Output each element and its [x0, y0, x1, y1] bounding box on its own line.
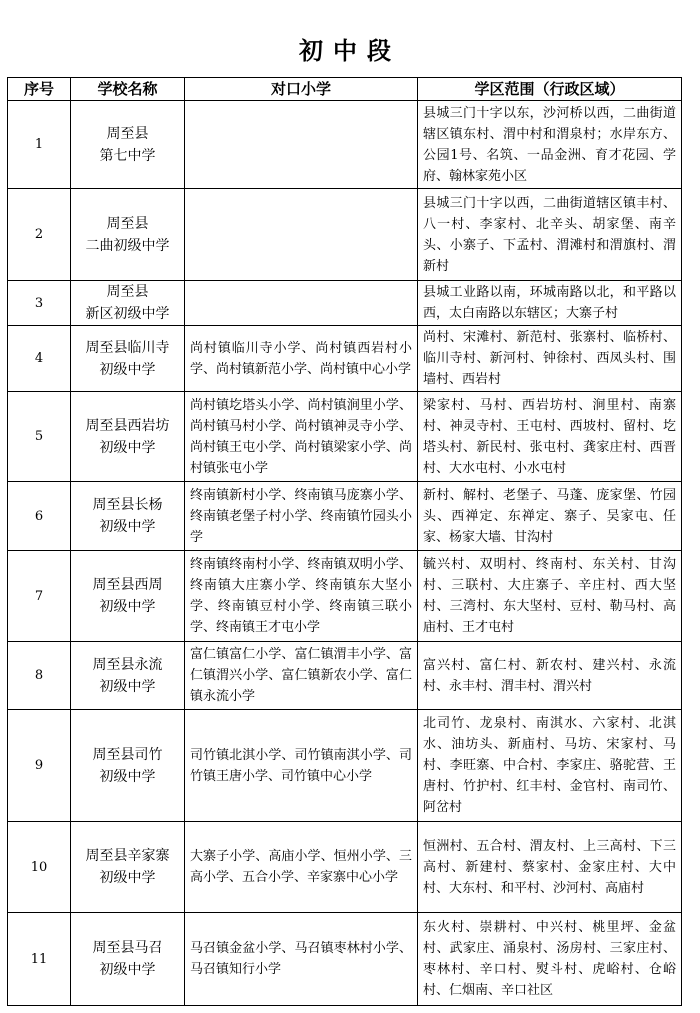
district-range: 尚村、宋滩村、新范村、张寨村、临桥村、临川寺村、新河村、钟徐村、西凤头村、围墙村、西岩村 — [418, 326, 682, 392]
school-name-line: 周至县长杨 — [92, 497, 163, 513]
district-range: 县城三门十字以西，二曲街道辖区镇丰村、八一村、李家村、北辛头、胡家堡、南辛头、小寨子、下孟村、渭滩村和渭旗村、渭新村 — [418, 189, 682, 281]
row-number: 11 — [8, 913, 71, 1006]
header-school-name: 学校名称 — [71, 78, 185, 101]
feeder-school — [185, 101, 418, 189]
school-name — [71, 551, 185, 642]
school-name-line: 周至县司竹 — [92, 746, 163, 763]
table-row — [8, 551, 682, 642]
feeder-school: 尚村镇圪塔头小学、尚村镇涧里小学、尚村镇马村小学、尚村镇神灵寺小学、尚村镇王屯小学、尚村镇梁家小学、尚村镇张屯小学 — [185, 392, 418, 482]
table-row — [8, 392, 682, 482]
feeder-school: 富仁镇富仁小学、富仁镇渭丰小学、富仁镇渭兴小学、富仁镇新农小学、富仁镇永流小学 — [185, 642, 418, 710]
district-range: 北司竹、龙泉村、南淇水、六家村、北淇水、油坊头、新庙村、马坊、宋家村、马村、李旺寨、中合村、李家庄、骆驼营、王唐村、竹护村、红丰村、金官村、南司竹、阿岔村 — [418, 710, 682, 822]
row-number: 2 — [8, 189, 71, 281]
table-row — [8, 710, 682, 822]
school-name-line: 第七中学 — [99, 147, 156, 164]
row-number: 4 — [8, 326, 71, 392]
district-range: 富兴村、富仁村、新农村、建兴村、永流村、永丰村、渭丰村、渭兴村 — [418, 642, 682, 710]
feeder-school: 终南镇终南村小学、终南镇双明小学、终南镇大庄寨小学、终南镇东大坚小学、终南镇豆村小学、终南镇三联小学、终南镇王才屯小学 — [185, 551, 418, 642]
row-number: 3 — [8, 281, 71, 326]
district-range: 东火村、崇耕村、中兴村、桃里坪、金盆村、武家庄、涌泉村、汤房村、三家庄村、枣林村、辛口村、熨斗村、虎峪村、仓峪村、仁烟南、辛口社区 — [418, 913, 682, 1006]
feeder-school: 司竹镇北淇小学、司竹镇南淇小学、司竹镇王唐小学、司竹镇中心小学 — [185, 710, 418, 822]
school-name-line: 周至县 — [106, 125, 149, 142]
school-name — [71, 642, 185, 710]
row-number: 5 — [8, 392, 71, 482]
table-row — [8, 642, 682, 710]
table-row — [8, 101, 682, 189]
row-number: 8 — [8, 642, 71, 710]
school-name — [71, 326, 185, 392]
school-name-line: 周至县 — [106, 215, 149, 232]
row-number: 9 — [8, 710, 71, 822]
row-number: 10 — [8, 822, 71, 913]
district-range: 县城工业路以南，环城南路以北，和平路以西，太白南路以东辖区；大寨子村 — [418, 281, 682, 326]
header-feeder-school: 对口小学 — [185, 78, 418, 101]
table-row — [8, 326, 682, 392]
table-row — [8, 913, 682, 1006]
school-name-line: 初级中学 — [99, 962, 156, 978]
table-header-row — [8, 78, 682, 101]
school-name-line: 周至县 — [106, 284, 149, 300]
school-name — [71, 913, 185, 1006]
school-name-line: 周至县临川寺 — [85, 339, 170, 356]
row-number: 6 — [8, 482, 71, 551]
table-row — [8, 482, 682, 551]
row-number: 1 — [8, 101, 71, 189]
school-name-line: 周至县西周 — [92, 577, 163, 593]
school-name — [71, 189, 185, 281]
school-name-line: 初级中学 — [99, 439, 156, 456]
school-name — [71, 101, 185, 189]
school-name-line: 周至县西岩坊 — [85, 417, 170, 434]
school-name — [71, 482, 185, 551]
district-range: 恒洲村、五合村、渭友村、上三高村、下三高村、新建村、蔡家村、金家庄村、大中村、大东村、和平村、沙河村、高庙村 — [418, 822, 682, 913]
school-name — [71, 710, 185, 822]
feeder-school — [185, 281, 418, 326]
school-name-line: 周至县辛家寨 — [85, 848, 170, 864]
table-row — [8, 822, 682, 913]
table-row — [8, 281, 682, 326]
school-name — [71, 822, 185, 913]
feeder-school: 终南镇新村小学、终南镇马庞寨小学、终南镇老堡子村小学、终南镇竹园头小学 — [185, 482, 418, 551]
school-name-line: 初级中学 — [99, 519, 156, 535]
district-range: 县城三门十字以东，沙河桥以西，二曲街道辖区镇东村、渭中村和渭泉村；水岸东方、公园1号、名筑、一品金洲、育才花园、学府、翰林家苑小区 — [418, 101, 682, 189]
header-district-range: 学区范围（行政区域） — [418, 78, 682, 101]
school-name-line: 初级中学 — [99, 599, 156, 615]
school-name-line: 初级中学 — [99, 361, 156, 378]
district-range: 新村、解村、老堡子、马蓬、庞家堡、竹园头、西禅定、东禅定、寨子、吴家屯、任家、杨家大墙、甘沟村 — [418, 482, 682, 551]
school-name — [71, 392, 185, 482]
school-name-line: 初级中学 — [99, 768, 156, 785]
school-name-line: 新区初级中学 — [85, 306, 170, 322]
district-range: 毓兴村、双明村、终南村、东关村、甘沟村、三联村、大庄寨子、辛庄村、西大坚村、三湾村、东大坚村、豆村、勒马村、高庙村、王才屯村 — [418, 551, 682, 642]
page-title: 初中段 — [299, 36, 401, 65]
school-name — [71, 281, 185, 326]
feeder-school: 马召镇金盆小学、马召镇枣林村小学、马召镇知行小学 — [185, 913, 418, 1006]
table-row — [8, 189, 682, 281]
feeder-school: 大寨子小学、高庙小学、恒州小学、三高小学、五合小学、辛家寨中心小学 — [185, 822, 418, 913]
school-name-line: 初级中学 — [99, 678, 156, 695]
school-name-line: 周至县马召 — [92, 940, 163, 956]
feeder-school — [185, 189, 418, 281]
row-number: 7 — [8, 551, 71, 642]
school-name-line: 二曲初级中学 — [85, 237, 170, 254]
school-name-line: 周至县永流 — [92, 656, 163, 673]
feeder-school: 尚村镇临川寺小学、尚村镇西岩村小学、尚村镇新范小学、尚村镇中心小学 — [185, 326, 418, 392]
header-number: 序号 — [8, 78, 71, 101]
district-range: 梁家村、马村、西岩坊村、涧里村、南寨村、神灵寺村、王屯村、西坡村、留村、圪塔头村、新民村、张屯村、龚家庄村、西晋村、大水屯村、小水屯村 — [418, 392, 682, 482]
school-name-line: 初级中学 — [99, 870, 156, 886]
school-district-table — [7, 77, 682, 1006]
